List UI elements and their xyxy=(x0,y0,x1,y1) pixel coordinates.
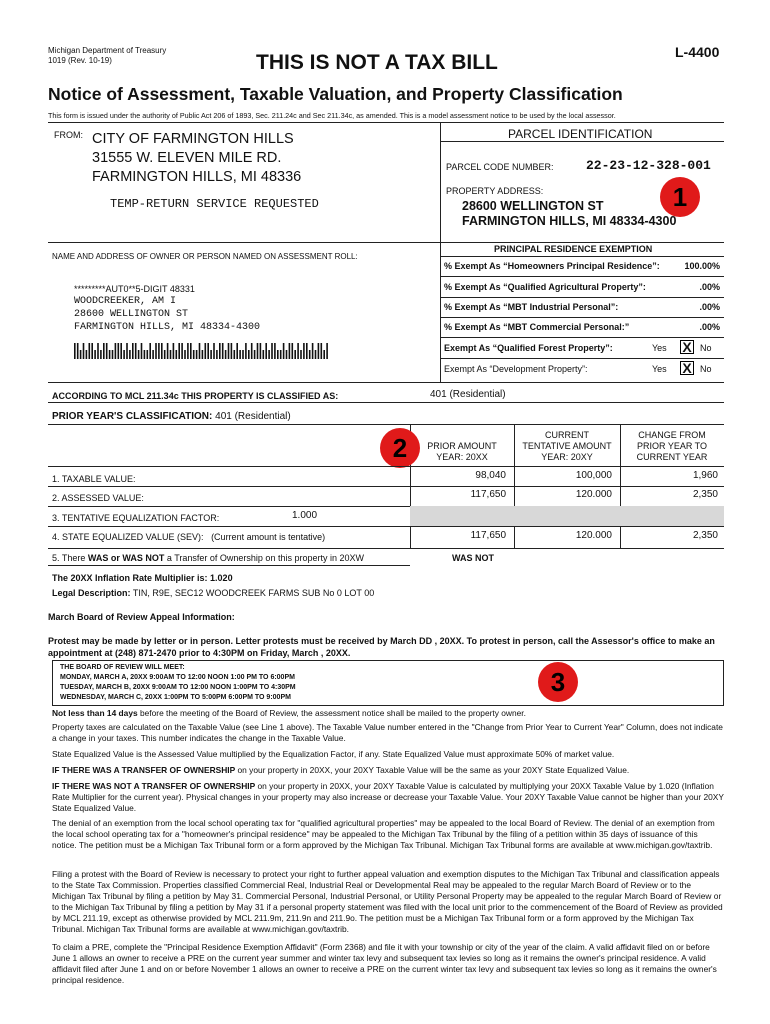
row-assessed-label: 2. ASSESSED VALUE: xyxy=(52,493,144,503)
pre-heading: PRINCIPAL RESIDENCE EXEMPTION xyxy=(494,244,653,254)
para-pre-claim: To claim a PRE, complete the "Principal Residence Exemption Affidavit" (Form 2368) and file it with your township or city of the year of the claim. A valid affidavit filed on or before June 1 allows an owner to receive a PRE on the current year summer and winter tax levy and subsequent tax levies so long as it remains the owner's principal residence. A valid affidavit filed after June 1 and on or before November 1 allows an owner to receive a PRE on the current winter tax levy and subsequent tax levies so long as it remains the owner's principal residence. xyxy=(52,942,717,985)
factor-value: 1.000 xyxy=(292,510,318,521)
dept-name: Michigan Department of Treasury xyxy=(48,46,167,55)
sev-prior: 117,650 xyxy=(470,530,506,541)
transfer-value: WAS NOT xyxy=(452,553,494,563)
from-line-1: CITY OF FARMINGTON HILLS xyxy=(92,131,294,147)
dev-yes: Yes xyxy=(652,364,667,374)
forest-no: No xyxy=(700,343,712,353)
assessed-change: 2,350 xyxy=(692,489,718,500)
from-line-2: 31555 W. ELEVEN MILE RD. xyxy=(92,150,282,166)
dev-no-checkbox[interactable]: X xyxy=(680,361,694,375)
row-sev-label: 4. STATE EQUALIZED VALUE (SEV): xyxy=(52,532,204,542)
taxable-change: 1,960 xyxy=(692,470,718,481)
property-address-2: FARMINGTON HILLS, MI 48334-4300 xyxy=(462,214,677,228)
marker-1: 1 xyxy=(660,177,700,217)
dev-label: Exempt As “Development Property”: xyxy=(444,364,588,374)
marker-2: 2 xyxy=(380,428,420,468)
owner-address xyxy=(74,295,260,334)
pre-row-value: 100.00% xyxy=(684,261,720,271)
classification-label: ACCORDING TO MCL 211.34c THIS PROPERTY IS CLASSIFIED AS: xyxy=(52,391,339,401)
owner-line-1: WOODCREEKER, AM I xyxy=(74,296,177,307)
form-number: L-4400 xyxy=(675,44,720,60)
protest-text: Protest may be made by letter or in person. Letter protests must be received by March DD , 20XX. To protest in person, call the Assessor's office to make an appointment at (248) 871-2470 prior to 4:30PM on Friday, March , 20XX. xyxy=(48,636,715,658)
pre-row-label: % Exempt As “MBT Commercial Personal:” xyxy=(444,322,630,332)
para-denial: The denial of an exemption from the local school operating tax for "qualified agricultural properties" may be appealed to the local Board of Review. The denial of an exemption from the local school operating tax for a "homeowner's principal residence" may be appealed to the Michigan Tax Tribunal by the filing of a petition within 35 days of issuance of this notice. The petition must be a Michigan Tax Tribunal form or a form approved by the Michigan Tax Tribunal. Michigan Tax Tribunal forms are available at www.michigan.gov/taxtrib. xyxy=(52,818,715,850)
inflation-value: 1.020 xyxy=(210,573,233,583)
para-filing: Filing a protest with the Board of Review is necessary to protect your right to further appeal valuation and exemption disputes to the Michigan Tax Tribunal and classification appeals to the State Tax Commission. Properties classified Commercial Real, Industrial Real or Developmental Real may be appealed to the regular March Board of Review or to the Michigan Tax Tribunal by filing a petition by May 31. Commercial Personal, Industrial Personal, or Utility Personal Property may be appealed to the regular March Board of Review or to the Michigan Tax Tribunal by filing a petition by May 31 if a personal property statement was filed with the local unit prior to the commencement of the Board of Review as provided by MCL 211.19, except as otherwise provided by MCL 211.9m, 211.9n and 211.9o. The petition must be a Michigan Tax Tribunal form or a form approved by the Michigan Tax Tribunal. Michigan Tax Tribunal forms are available at www.michigan.gov/taxtrib. xyxy=(52,869,723,934)
para-taxable: Property taxes are calculated on the Taxable Value (see Line 1 above). The Taxable Value number entered in the "Change from Prior Year to Current Year" Column, does not indicate a change in your taxes. This number indicates the change in the Taxable Value. xyxy=(52,722,723,743)
col-change-header: CHANGE FROM PRIOR YEAR TO CURRENT YEAR xyxy=(636,430,708,462)
inflation-label: The 20XX Inflation Rate Multiplier is: xyxy=(52,573,208,583)
row5-prefix: 5. There xyxy=(52,553,86,563)
pre-row-value: .00% xyxy=(699,322,720,332)
dev-no: No xyxy=(700,364,712,374)
from-address xyxy=(92,130,301,187)
form-subtitle: Notice of Assessment, Taxable Valuation, and Property Classification xyxy=(48,84,623,104)
row5-bold: WAS or WAS NOT xyxy=(87,553,165,563)
owner-line-3: FARMINGTON HILLS, MI 48334-4300 xyxy=(74,322,261,333)
pre-row-label: % Exempt As “MBT Industrial Personal”: xyxy=(444,302,619,312)
para-no-transfer: IF THERE WAS NOT A TRANSFER OF OWNERSHIP on your property in 20XX, your 20XY Taxable Value is calculated by multiplying your 20XX Taxable Value by 1.020 (Inflation Rate Multiplier for the current year). Physical changes in your property may also increase or decrease your Taxable Value. Your 20XY Taxable Value cannot be higher than your 20XY State Equalized Value. xyxy=(52,781,724,813)
pre-row-label: % Exempt As “Homeowners Principal Residence”: xyxy=(444,261,660,271)
para-transfer: IF THERE WAS A TRANSFER OF OWNERSHIP on your property in 20XX, your 20XY Taxable Value will be the same as your 20XY State Equalized Value. xyxy=(52,765,630,775)
from-label: FROM: xyxy=(54,130,83,140)
pre-row-value: .00% xyxy=(699,282,720,292)
owner-line-0: *********AUT0**5-DIGIT 48331 xyxy=(74,284,195,294)
para-sev: State Equalized Value is the Assessed Value multiplied by the Equalization Factor, if any. State Equalized Value must approximate 50% of market value. xyxy=(52,749,615,759)
taxable-prior: 98,040 xyxy=(475,470,506,481)
forest-label: Exempt As “Qualified Forest Property”: xyxy=(444,343,613,353)
row-factor-label: 3. TENTATIVE EQUALIZATION FACTOR: xyxy=(52,513,220,523)
taxable-current: 100,000 xyxy=(575,470,612,481)
service-requested: TEMP-RETURN SERVICE REQUESTED xyxy=(110,197,319,211)
row5-suffix: a Transfer of Ownership on this property in 20XW xyxy=(166,553,364,563)
property-address-label: PROPERTY ADDRESS: xyxy=(446,186,544,196)
col-prior-header: PRIOR AMOUNT YEAR: 20XX xyxy=(427,441,497,462)
authority-note: This form is issued under the authority of Public Act 206 of 1893, Sec. 211.24c and Sec 211.34c, as amended. This is a model assessment notice to be used by the local assessor. xyxy=(48,111,616,120)
legal-label: Legal Description: xyxy=(52,588,131,598)
pre-row-label: % Exempt As “Qualified Agricultural Property”: xyxy=(444,282,646,292)
postal-barcode xyxy=(74,343,334,359)
page-title: THIS IS NOT A TAX BILL xyxy=(256,51,498,74)
sev-current: 120.000 xyxy=(575,530,612,541)
property-address-1: 28600 WELLINGTON ST xyxy=(462,199,604,213)
sev-note: (Current amount is tentative) xyxy=(211,532,326,542)
from-line-3: FARMINGTON HILLS, MI 48336 xyxy=(92,169,302,185)
parcel-code: 22-23-12-328-001 xyxy=(586,158,711,173)
legal-value: TIN, R9E, SEC12 WOODCREEK FARMS SUB No 0 LOT 00 xyxy=(132,588,375,598)
owner-line-2: 28600 WELLINGTON ST xyxy=(74,309,189,320)
form-revision: 1019 (Rev. 10-19) xyxy=(48,56,112,65)
marker-3: 3 xyxy=(538,662,578,702)
para-14-days: Not less than 14 days before the meeting of the Board of Review, the assessment notice shall be mailed to the property owner. xyxy=(52,708,526,718)
parcel-heading: PARCEL IDENTIFICATION xyxy=(508,127,653,141)
parcel-code-label: PARCEL CODE NUMBER: xyxy=(446,162,554,172)
pre-row-value: .00% xyxy=(699,302,720,312)
meeting-schedule: THE BOARD OF REVIEW WILL MEET: MONDAY, MARCH A, 20XX 9:00AM TO 12:00 NOON 1:00 PM TO 6:00PM TUESDAY, MARCH B, 20XX 9:00AM TO 12:00 NOON 1:00PM TO 4:30PM WEDNESDAY, MARCH C, 20XX 1:00PM TO 5:00PM 6:00PM TO 9:00PM xyxy=(60,664,296,701)
sev-change: 2,350 xyxy=(692,530,718,541)
prior-class-label: PRIOR YEAR'S CLASSIFICATION: xyxy=(52,411,213,422)
forest-yes: Yes xyxy=(652,343,667,353)
owner-label: NAME AND ADDRESS OF OWNER OR PERSON NAMED ON ASSESSMENT ROLL: xyxy=(52,252,358,261)
forest-no-checkbox[interactable]: X xyxy=(680,340,694,354)
col-current-header: CURRENT TENTATIVE AMOUNT YEAR: 20XY xyxy=(522,430,612,462)
assessed-prior: 117,650 xyxy=(470,489,506,500)
assessed-current: 120.000 xyxy=(575,489,612,500)
classification-value: 401 (Residential) xyxy=(430,389,506,400)
prior-class-value: 401 (Residential) xyxy=(215,411,291,422)
row-taxable-label: 1. TAXABLE VALUE: xyxy=(52,474,136,484)
factor-row-shading xyxy=(410,506,724,526)
appeal-heading: March Board of Review Appeal Information: xyxy=(48,612,235,622)
